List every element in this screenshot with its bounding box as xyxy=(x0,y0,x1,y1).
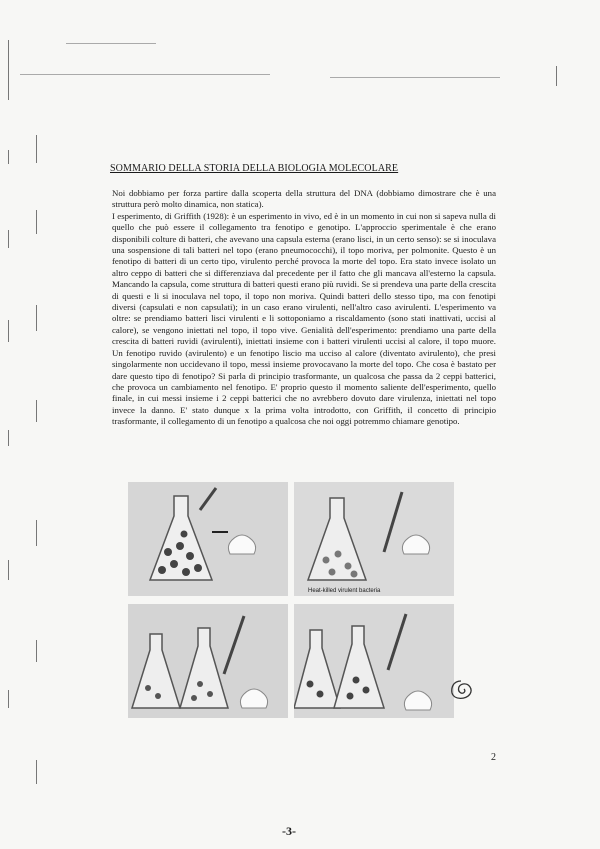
scan-edge-mark xyxy=(36,760,37,784)
document-title: SOMMARIO DELLA STORIA DELLA BIOLOGIA MOLECOLARE xyxy=(110,163,399,174)
scan-edge-mark xyxy=(36,210,37,234)
figure-caption: Heat-killed virulent bacteria xyxy=(308,588,381,594)
scan-edge-mark xyxy=(8,40,9,100)
figure-panel-heat-killed xyxy=(294,482,454,596)
scan-edge-mark xyxy=(36,400,37,422)
scan-edge-mark xyxy=(36,640,37,662)
scan-edge-mark xyxy=(20,74,270,75)
scan-edge-mark xyxy=(66,43,156,44)
scan-edge-mark xyxy=(8,230,9,248)
scan-edge-mark xyxy=(8,560,9,580)
intro-paragraph: Noi dobbiamo per forza partire dalla scoperta della struttura del DNA (dobbiamo dimostrare che è una struttura però molto dinamica, non statica). xyxy=(112,188,496,210)
griffith-paragraph: I esperimento, di Griffith (1928): è un esperimento in vivo, ed è in un momento in cui non si sapeva nulla di quello che può essere il collegamento tra fenotipo e genotipo. L'approccio sperimentale è che erano disponibili colture di batteri, che avevano una capsula esterna (erano lisci, in un certo senso): se si inoculava una sospensione di tali batteri nel topo (erano pneumococchi), il topo moriva, per polmonite. Questo è un fenotipo di batteri di un certo tipo, virulento perché provoca la morte del topo. Era stato invece isolato un altro ceppo di batteri che si differenziava dal precedente per il fatto che gli mancava all'esterno la capsula. Mancando la capsula, come struttura di batteri questi erano più ruvidi. Se si prendeva una parte della crescita di questi e li si inoculava nel topo, il topo non moriva. Quindi batteri dello stesso tipo, ma con fenotipi diversi (capsulati e non capsulati); in un caso erano virulenti, nell'altro caso avirulenti. L'esperimento va oltre: se prendiamo batteri lisci virulenti e li sottoponiamo a riscaldamento (sono stati inattivati, uccisi al calore), se vengono iniettati nel topo, il topo vive. Genialità dell'esperimento: prendiamo una parte della crescita di batteri ruvidi (avirulenti), iniettati insieme con i batteri virulenti uccisi al calore, il topo muore. Un fenotipo ruvido (avirulento) e un fenotipo liscio ma ucciso al calore (diventato avirulento), che presi singolarmente non uccidevano il topo, messi insieme provocavano la morte del topo. Che cosa è bastato per dare questo tipo di fenotipo? Si parla di principio trasformante, un qualcosa che passa da 2 ceppi batterici, che provoca un cambiamento nel fenotipo. E' proprio questo il momento saliente dell'esperimento, quello finale, in cui messi insieme i 2 ceppi batterici che no avrebbero dovuto dare virulenza, iniettati nel topo invece la danno. E' stato dunque x la prima volta introdotto, con Griffith, il concetto di principio trasformante, il collegamento di un fenotipo a qualcosa che noi oggi potremmo chiamare genotipo. xyxy=(112,210,496,427)
scan-edge-mark xyxy=(8,150,9,164)
figure-panel-mixed xyxy=(294,604,454,718)
scan-edge-mark xyxy=(36,135,37,163)
figure-panel-rough-avirulent xyxy=(128,604,288,718)
body-text xyxy=(112,188,496,428)
scan-edge-mark xyxy=(36,520,37,546)
scan-edge-mark xyxy=(8,320,9,342)
scan-edge-mark xyxy=(556,66,557,86)
margin-page-number: 2 xyxy=(491,752,496,763)
handwritten-scribble xyxy=(448,678,474,702)
griffith-experiment-figure xyxy=(128,482,456,722)
scan-edge-mark xyxy=(330,77,500,78)
footer-page-number: -3- xyxy=(282,824,296,838)
figure-panel-smooth-virulent xyxy=(128,482,288,596)
scan-edge-mark xyxy=(8,690,9,708)
scan-edge-mark xyxy=(36,305,37,331)
scan-edge-mark xyxy=(8,430,9,446)
